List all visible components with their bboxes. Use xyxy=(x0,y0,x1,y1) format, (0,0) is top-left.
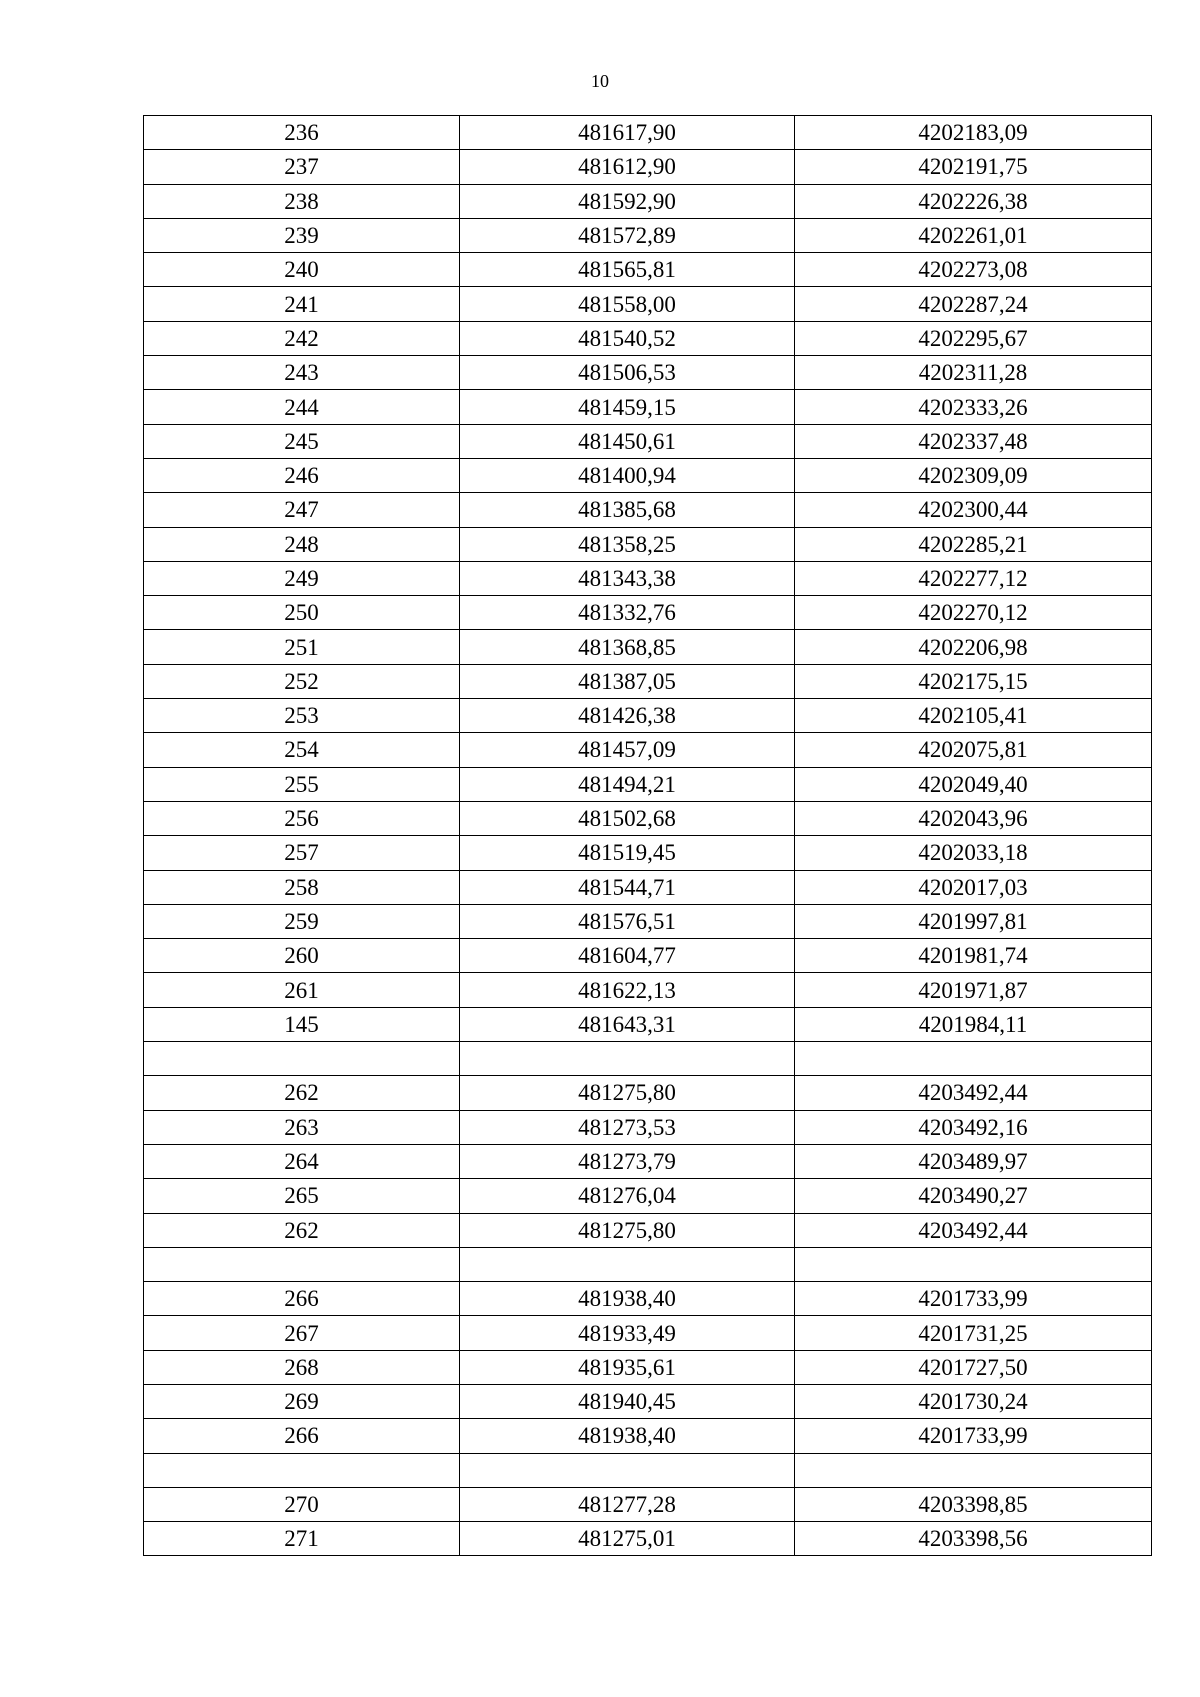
y-coordinate-cell xyxy=(795,1453,1152,1487)
x-coordinate-cell: 481368,85 xyxy=(460,630,795,664)
x-coordinate-cell: 481940,45 xyxy=(460,1384,795,1418)
x-coordinate-cell: 481275,80 xyxy=(460,1076,795,1110)
y-coordinate-cell: 4202183,09 xyxy=(795,116,1152,150)
table-row xyxy=(144,767,1152,801)
point-number-cell xyxy=(144,1247,460,1281)
y-coordinate-cell: 4202270,12 xyxy=(795,596,1152,630)
y-coordinate-cell: 4202105,41 xyxy=(795,699,1152,733)
point-number-cell: 269 xyxy=(144,1384,460,1418)
table-row xyxy=(144,1522,1152,1556)
y-coordinate-cell: 4203490,27 xyxy=(795,1179,1152,1213)
table-row xyxy=(144,1453,1152,1487)
table-row xyxy=(144,904,1152,938)
y-coordinate-cell: 4202017,03 xyxy=(795,870,1152,904)
x-coordinate-cell: 481450,61 xyxy=(460,424,795,458)
x-coordinate-cell: 481612,90 xyxy=(460,150,795,184)
table-row xyxy=(144,150,1152,184)
y-coordinate-cell: 4202333,26 xyxy=(795,390,1152,424)
x-coordinate-cell: 481358,25 xyxy=(460,527,795,561)
point-number-cell: 237 xyxy=(144,150,460,184)
x-coordinate-cell: 481572,89 xyxy=(460,218,795,252)
y-coordinate-cell: 4201727,50 xyxy=(795,1350,1152,1384)
point-number-cell: 260 xyxy=(144,939,460,973)
table-row xyxy=(144,1350,1152,1384)
table-row xyxy=(144,1487,1152,1521)
y-coordinate-cell: 4203492,44 xyxy=(795,1213,1152,1247)
x-coordinate-cell: 481277,28 xyxy=(460,1487,795,1521)
point-number-cell xyxy=(144,1453,460,1487)
y-coordinate-cell: 4203489,97 xyxy=(795,1144,1152,1178)
point-number-cell: 251 xyxy=(144,630,460,664)
y-coordinate-cell: 4201997,81 xyxy=(795,904,1152,938)
x-coordinate-cell xyxy=(460,1453,795,1487)
point-number-cell: 259 xyxy=(144,904,460,938)
table-row xyxy=(144,458,1152,492)
x-coordinate-cell: 481540,52 xyxy=(460,321,795,355)
x-coordinate-cell: 481273,79 xyxy=(460,1144,795,1178)
y-coordinate-cell: 4201733,99 xyxy=(795,1419,1152,1453)
point-number-cell: 254 xyxy=(144,733,460,767)
x-coordinate-cell: 481273,53 xyxy=(460,1110,795,1144)
table-row xyxy=(144,253,1152,287)
y-coordinate-cell: 4202295,67 xyxy=(795,321,1152,355)
table-row xyxy=(144,1384,1152,1418)
y-coordinate-cell: 4202075,81 xyxy=(795,733,1152,767)
point-number-cell: 262 xyxy=(144,1213,460,1247)
x-coordinate-cell: 481519,45 xyxy=(460,836,795,870)
x-coordinate-cell: 481275,80 xyxy=(460,1213,795,1247)
x-coordinate-cell: 481332,76 xyxy=(460,596,795,630)
y-coordinate-cell: 4202309,09 xyxy=(795,458,1152,492)
table-row xyxy=(144,596,1152,630)
point-number-cell: 248 xyxy=(144,527,460,561)
y-coordinate-cell: 4202049,40 xyxy=(795,767,1152,801)
y-coordinate-cell xyxy=(795,1042,1152,1076)
y-coordinate-cell: 4202043,96 xyxy=(795,801,1152,835)
x-coordinate-cell: 481592,90 xyxy=(460,184,795,218)
table-row xyxy=(144,218,1152,252)
x-coordinate-cell: 481457,09 xyxy=(460,733,795,767)
x-coordinate-cell: 481343,38 xyxy=(460,561,795,595)
y-coordinate-cell xyxy=(795,1247,1152,1281)
point-number-cell: 261 xyxy=(144,973,460,1007)
point-number-cell: 271 xyxy=(144,1522,460,1556)
table-row xyxy=(144,424,1152,458)
table-row xyxy=(144,836,1152,870)
x-coordinate-cell: 481565,81 xyxy=(460,253,795,287)
point-number-cell: 252 xyxy=(144,664,460,698)
table-row xyxy=(144,630,1152,664)
point-number-cell: 243 xyxy=(144,356,460,390)
x-coordinate-cell: 481276,04 xyxy=(460,1179,795,1213)
table-row xyxy=(144,321,1152,355)
y-coordinate-cell: 4202277,12 xyxy=(795,561,1152,595)
x-coordinate-cell: 481544,71 xyxy=(460,870,795,904)
point-number-cell: 257 xyxy=(144,836,460,870)
point-number-cell: 264 xyxy=(144,1144,460,1178)
point-number-cell: 263 xyxy=(144,1110,460,1144)
point-number-cell: 236 xyxy=(144,116,460,150)
x-coordinate-cell: 481385,68 xyxy=(460,493,795,527)
x-coordinate-cell: 481426,38 xyxy=(460,699,795,733)
point-number-cell: 241 xyxy=(144,287,460,321)
table-row xyxy=(144,184,1152,218)
y-coordinate-cell: 4201984,11 xyxy=(795,1007,1152,1041)
point-number-cell: 268 xyxy=(144,1350,460,1384)
y-coordinate-cell: 4202261,01 xyxy=(795,218,1152,252)
y-coordinate-cell: 4203398,56 xyxy=(795,1522,1152,1556)
point-number-cell: 262 xyxy=(144,1076,460,1110)
x-coordinate-cell: 481400,94 xyxy=(460,458,795,492)
table-row xyxy=(144,1282,1152,1316)
y-coordinate-cell: 4202311,28 xyxy=(795,356,1152,390)
x-coordinate-cell xyxy=(460,1042,795,1076)
point-number-cell: 249 xyxy=(144,561,460,595)
x-coordinate-cell: 481459,15 xyxy=(460,390,795,424)
y-coordinate-cell: 4203492,16 xyxy=(795,1110,1152,1144)
x-coordinate-cell: 481494,21 xyxy=(460,767,795,801)
table-row xyxy=(144,493,1152,527)
point-number-cell: 242 xyxy=(144,321,460,355)
x-coordinate-cell: 481643,31 xyxy=(460,1007,795,1041)
table-row xyxy=(144,1007,1152,1041)
x-coordinate-cell: 481576,51 xyxy=(460,904,795,938)
x-coordinate-cell: 481935,61 xyxy=(460,1350,795,1384)
table-row xyxy=(144,973,1152,1007)
point-number-cell: 238 xyxy=(144,184,460,218)
y-coordinate-cell: 4201731,25 xyxy=(795,1316,1152,1350)
point-number-cell: 244 xyxy=(144,390,460,424)
point-number-cell: 266 xyxy=(144,1282,460,1316)
y-coordinate-cell: 4202285,21 xyxy=(795,527,1152,561)
point-number-cell: 246 xyxy=(144,458,460,492)
table-row xyxy=(144,1076,1152,1110)
point-number-cell: 258 xyxy=(144,870,460,904)
y-coordinate-cell: 4202191,75 xyxy=(795,150,1152,184)
table-row xyxy=(144,287,1152,321)
x-coordinate-cell: 481502,68 xyxy=(460,801,795,835)
coordinates-table xyxy=(143,115,1152,1556)
x-coordinate-cell: 481617,90 xyxy=(460,116,795,150)
y-coordinate-cell: 4201981,74 xyxy=(795,939,1152,973)
table-row xyxy=(144,356,1152,390)
y-coordinate-cell: 4202273,08 xyxy=(795,253,1152,287)
point-number-cell: 265 xyxy=(144,1179,460,1213)
table-row xyxy=(144,1179,1152,1213)
y-coordinate-cell: 4202033,18 xyxy=(795,836,1152,870)
coordinates-table-body xyxy=(144,116,1152,1556)
y-coordinate-cell: 4202206,98 xyxy=(795,630,1152,664)
table-row xyxy=(144,939,1152,973)
y-coordinate-cell: 4201730,24 xyxy=(795,1384,1152,1418)
table-row xyxy=(144,1110,1152,1144)
y-coordinate-cell: 4202226,38 xyxy=(795,184,1152,218)
x-coordinate-cell: 481387,05 xyxy=(460,664,795,698)
x-coordinate-cell xyxy=(460,1247,795,1281)
point-number-cell: 240 xyxy=(144,253,460,287)
x-coordinate-cell: 481933,49 xyxy=(460,1316,795,1350)
x-coordinate-cell: 481938,40 xyxy=(460,1282,795,1316)
point-number-cell: 245 xyxy=(144,424,460,458)
table-row xyxy=(144,390,1152,424)
table-row xyxy=(144,116,1152,150)
point-number-cell: 266 xyxy=(144,1419,460,1453)
point-number-cell xyxy=(144,1042,460,1076)
y-coordinate-cell: 4201971,87 xyxy=(795,973,1152,1007)
table-row xyxy=(144,1247,1152,1281)
table-row xyxy=(144,733,1152,767)
y-coordinate-cell: 4202287,24 xyxy=(795,287,1152,321)
x-coordinate-cell: 481622,13 xyxy=(460,973,795,1007)
point-number-cell: 247 xyxy=(144,493,460,527)
table-row xyxy=(144,561,1152,595)
point-number-cell: 256 xyxy=(144,801,460,835)
point-number-cell: 255 xyxy=(144,767,460,801)
table-row xyxy=(144,801,1152,835)
point-number-cell: 250 xyxy=(144,596,460,630)
y-coordinate-cell: 4202337,48 xyxy=(795,424,1152,458)
point-number-cell: 239 xyxy=(144,218,460,252)
y-coordinate-cell: 4202175,15 xyxy=(795,664,1152,698)
y-coordinate-cell: 4202300,44 xyxy=(795,493,1152,527)
table-row xyxy=(144,870,1152,904)
y-coordinate-cell: 4203492,44 xyxy=(795,1076,1152,1110)
table-row xyxy=(144,1419,1152,1453)
table-row xyxy=(144,1144,1152,1178)
table-row xyxy=(144,1042,1152,1076)
y-coordinate-cell: 4203398,85 xyxy=(795,1487,1152,1521)
x-coordinate-cell: 481275,01 xyxy=(460,1522,795,1556)
point-number-cell: 270 xyxy=(144,1487,460,1521)
point-number-cell: 145 xyxy=(144,1007,460,1041)
x-coordinate-cell: 481938,40 xyxy=(460,1419,795,1453)
point-number-cell: 267 xyxy=(144,1316,460,1350)
x-coordinate-cell: 481604,77 xyxy=(460,939,795,973)
y-coordinate-cell: 4201733,99 xyxy=(795,1282,1152,1316)
table-row xyxy=(144,1316,1152,1350)
table-row xyxy=(144,527,1152,561)
x-coordinate-cell: 481506,53 xyxy=(460,356,795,390)
x-coordinate-cell: 481558,00 xyxy=(460,287,795,321)
page-number: 10 xyxy=(591,71,609,91)
table-row xyxy=(144,1213,1152,1247)
table-row xyxy=(144,664,1152,698)
table-row xyxy=(144,699,1152,733)
point-number-cell: 253 xyxy=(144,699,460,733)
